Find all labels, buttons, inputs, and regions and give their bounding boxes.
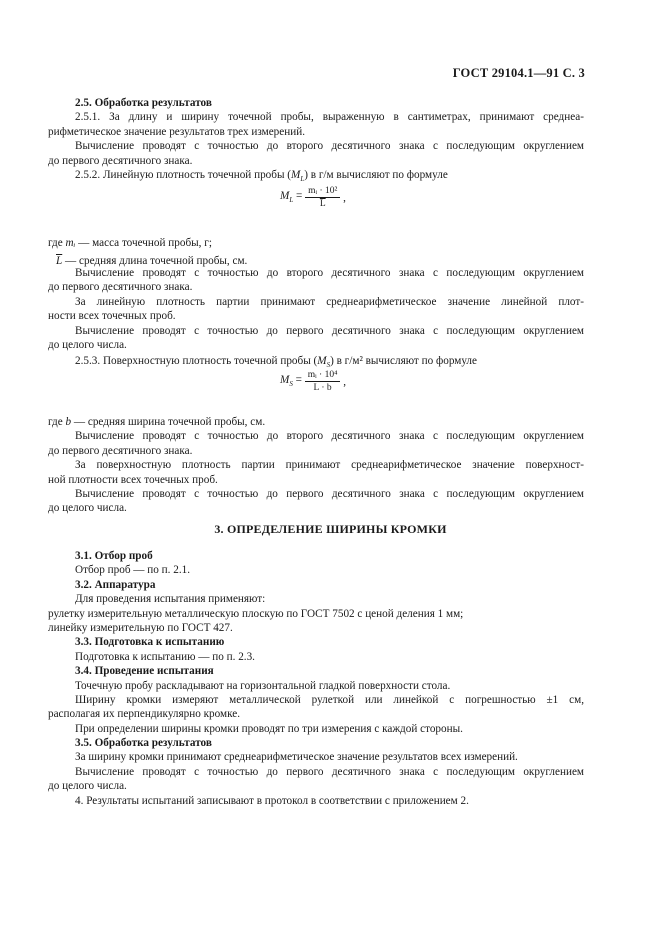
formula-2-numerator: mᵢ · 10⁴ [305, 370, 341, 382]
paragraph-2-5-3: 2.5.3. Поверхностную плотность точечной пробы $(M_S)$ в г/м² вычисляют по формуле [75, 355, 477, 370]
where-block-1 [48, 236, 584, 269]
heading-3-4: 3.4. Проведение испытания [75, 665, 214, 678]
where-2-line: где b — средняя ширина точечной пробы, см. [48, 416, 266, 428]
paragraph-line: ности всех точечных проб. [48, 310, 176, 323]
paragraph-line: Подготовка к испытанию — по п. 2.3. [75, 650, 255, 663]
text-after-formula-1 [48, 266, 584, 369]
paragraph-line: Ширину кромки измеряют металлической рулеткой или линейкой с погрешностью ±1 см, [75, 693, 584, 706]
where-1-line2: $\overline{L}$ — средняя длина точечной пробы, см. [56, 255, 248, 268]
paragraph-line: За поверхностную плотность партии принимают среднеарифметическое значение поверхност- [75, 459, 584, 472]
section-3-body [48, 549, 584, 808]
paragraph-line: Для проведения испытания применяют: [75, 593, 266, 606]
paragraph-line: до первого десятичного знака. [48, 281, 193, 294]
paragraph-2-5-2: 2.5.2. Линейную плотность точечной пробы $(M_L)$ в г/м вычисляют по формуле [75, 168, 448, 184]
paragraph-line: Вычисление проводят с точностью до первого десятичного знака с последующим округлением [75, 487, 584, 500]
page-header: ГОСТ 29104.1—91 С. 3 [452, 66, 585, 80]
paragraph-2-5-1-line3: Вычисление проводят с точностью до второго десятичного знака с последующим округлением [75, 140, 584, 153]
paragraph-4: 4. Результаты испытаний записывают в протокол в соответствии с приложением 2. [75, 794, 469, 807]
section-3-title: 3. ОПРЕДЕЛЕНИЕ ШИРИНЫ КРОМКИ [214, 522, 447, 536]
heading-2-5: 2.5. Обработка результатов [75, 97, 212, 109]
section-2-5 [48, 96, 584, 182]
paragraph-line: ной плотности всех точечных проб. [48, 473, 218, 486]
formula-surface-density: $M_S$ = $\frac{\text{mᵢ · 10⁴}}{L \cdot b}$ , [280, 370, 346, 393]
paragraph-line: Вычисление проводят с точностью до второго десятичного знака с последующим округлением [75, 267, 584, 279]
heading-3-5: 3.5. Обработка результатов [75, 737, 212, 750]
paragraph-line: до первого десятичного знака. [48, 444, 193, 457]
paragraph-line: Вычисление проводят с точностью до первого десятичного знака с последующим округлением [75, 324, 584, 337]
formula-1-numerator: mᵢ · 10² [305, 186, 340, 198]
paragraph-2-5-1-line2: рифметическое значение результатов трех измерений. [48, 125, 305, 138]
heading-3-3: 3.3. Подготовка к испытанию [75, 636, 225, 649]
paragraph-line: до целого числа. [48, 780, 127, 793]
paragraph-line: Вычисление проводят с точностью до второго десятичного знака с последующим округлением [75, 430, 584, 443]
paragraph-line: Точечную пробу раскладывают на горизонтальной гладкой поверхности стола. [75, 679, 451, 692]
formula-linear-density: $M_L$ = $\frac{\text{mᵢ · 10²}}{L}$ , [280, 186, 346, 209]
paragraph-line: Вычисление проводят с точностью до первого десятичного знака с последующим округлением [75, 765, 584, 778]
paragraph-2-5-1-line4: до первого десятичного знака. [48, 154, 193, 167]
paragraph-line: располагая их перпендикулярно кромке. [48, 708, 241, 721]
formula-1-denominator: L [319, 199, 326, 209]
formula-2-denominator: L · b [313, 383, 332, 393]
paragraph-line: рулетку измерительную металлическую плоскую по ГОСТ 7502 с ценой деления 1 мм; [48, 607, 464, 620]
paragraph-line: линейку измерительную по ГОСТ 427. [48, 621, 233, 634]
paragraph-line: Отбор проб — по п. 2.1. [75, 564, 191, 577]
paragraph-2-5-1-line1: 2.5.1. За длину и ширину точечной пробы, выраженную в сантиметрах, принимают среднеа- [75, 111, 584, 124]
where-1-line1: где mᵢ — масса точечной пробы, г; [48, 237, 212, 249]
paragraph-line: За линейную плотность партии принимают среднеарифметическое значение линейной плот- [75, 295, 584, 308]
heading-3-1: 3.1. Отбор проб [75, 550, 153, 562]
text-after-formula-2 [48, 415, 584, 516]
formula-1-fraction [305, 186, 340, 209]
formula-2-fraction [305, 370, 341, 393]
heading-3-2: 3.2. Аппаратура [75, 578, 156, 591]
paragraph-line: до целого числа. [48, 502, 127, 515]
paragraph-line: При определении ширины кромки проводят по три измерения с каждой стороны. [75, 722, 463, 735]
paragraph-line: до целого числа. [48, 338, 127, 351]
paragraph-line: За ширину кромки принимают среднеарифметическое значение результатов всех измерений. [75, 751, 518, 764]
